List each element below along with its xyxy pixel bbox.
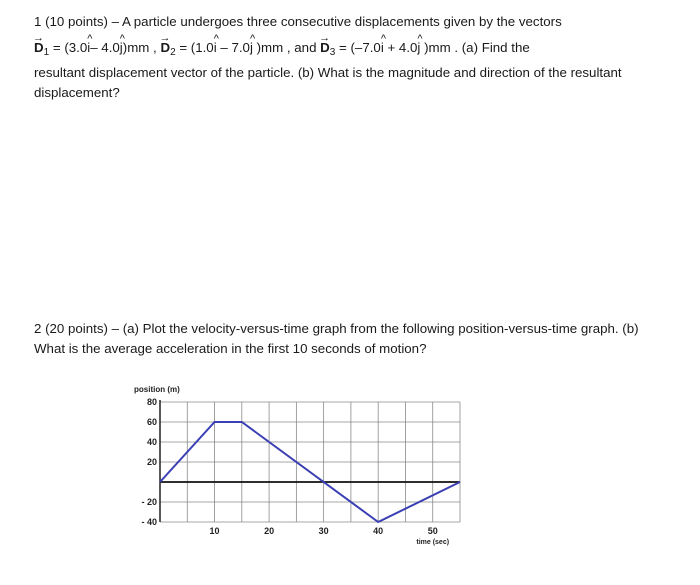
q1-line-4: displacement? — [34, 85, 120, 100]
q1-line-1: 1 (10 points) – A particle undergoes three consecutive displacements given by the vectors — [34, 14, 562, 29]
unit-i-d2: ^ i — [214, 38, 217, 58]
y-tick-label: 40 — [146, 437, 157, 447]
vector-d1-symbol: → D — [34, 38, 44, 58]
unit-i-d1: ^ i — [87, 38, 90, 58]
x-axis-label: time (sec) — [416, 539, 450, 546]
y-tick-label: 60 — [146, 417, 157, 427]
vector-d1-subscript: 1 — [43, 47, 50, 58]
y-tick-label: - 20 — [141, 497, 157, 507]
vector-d3-subscript: 3 — [329, 47, 336, 58]
vector-d3-x: = (–7.0 — [335, 40, 381, 55]
vector-d2-x: = (1.0 — [175, 40, 214, 55]
vector-d2-unit: )mm , and — [252, 40, 321, 55]
y-tick-label: 20 — [146, 457, 157, 467]
y-tick-label: - 40 — [141, 517, 157, 527]
vector-d3-symbol: → D — [320, 38, 330, 58]
vector-d1-x: = (3.0 — [49, 40, 88, 55]
question-1 — [34, 12, 674, 103]
vector-d2-symbol: → D — [160, 38, 170, 58]
unit-j-d1: ^ j — [120, 38, 123, 58]
x-tick-label: 50 — [427, 526, 438, 536]
vector-d2-y: – 7.0 — [216, 40, 250, 55]
x-tick-label: 20 — [264, 526, 275, 536]
question-2 — [34, 319, 674, 359]
position-time-graph — [130, 380, 480, 560]
q2-line-1: 2 (20 points) – (a) Plot the velocity-versus-time graph from the following position-versus-time graph. (b) — [34, 321, 639, 336]
unit-i-d3: ^ i — [381, 38, 384, 58]
x-tick-label: 10 — [209, 526, 220, 536]
unit-j-d3: ^ j — [417, 38, 420, 58]
vector-d3-y: + 4.0 — [383, 40, 418, 55]
x-tick-label: 30 — [318, 526, 329, 536]
q1-line-3: resultant displacement vector of the particle. (b) What is the magnitude and direction of the resultant — [34, 65, 622, 80]
vector-d2-subscript: 2 — [170, 47, 176, 58]
q1-equation-line — [34, 38, 674, 63]
y-tick-label: 80 — [146, 397, 157, 407]
unit-j-d2: ^ j — [250, 38, 253, 58]
x-tick-label: 40 — [373, 526, 384, 536]
vector-d1-y: – 4.0 — [90, 40, 120, 55]
position-series-line — [160, 422, 460, 522]
vector-d3-unit: )mm . (a) Find the — [420, 40, 530, 55]
q2-line-2: What is the average acceleration in the first 10 seconds of motion? — [34, 341, 427, 356]
vector-d1-unit: )mm , — [122, 40, 157, 55]
y-axis-label: position (m) — [134, 385, 180, 394]
